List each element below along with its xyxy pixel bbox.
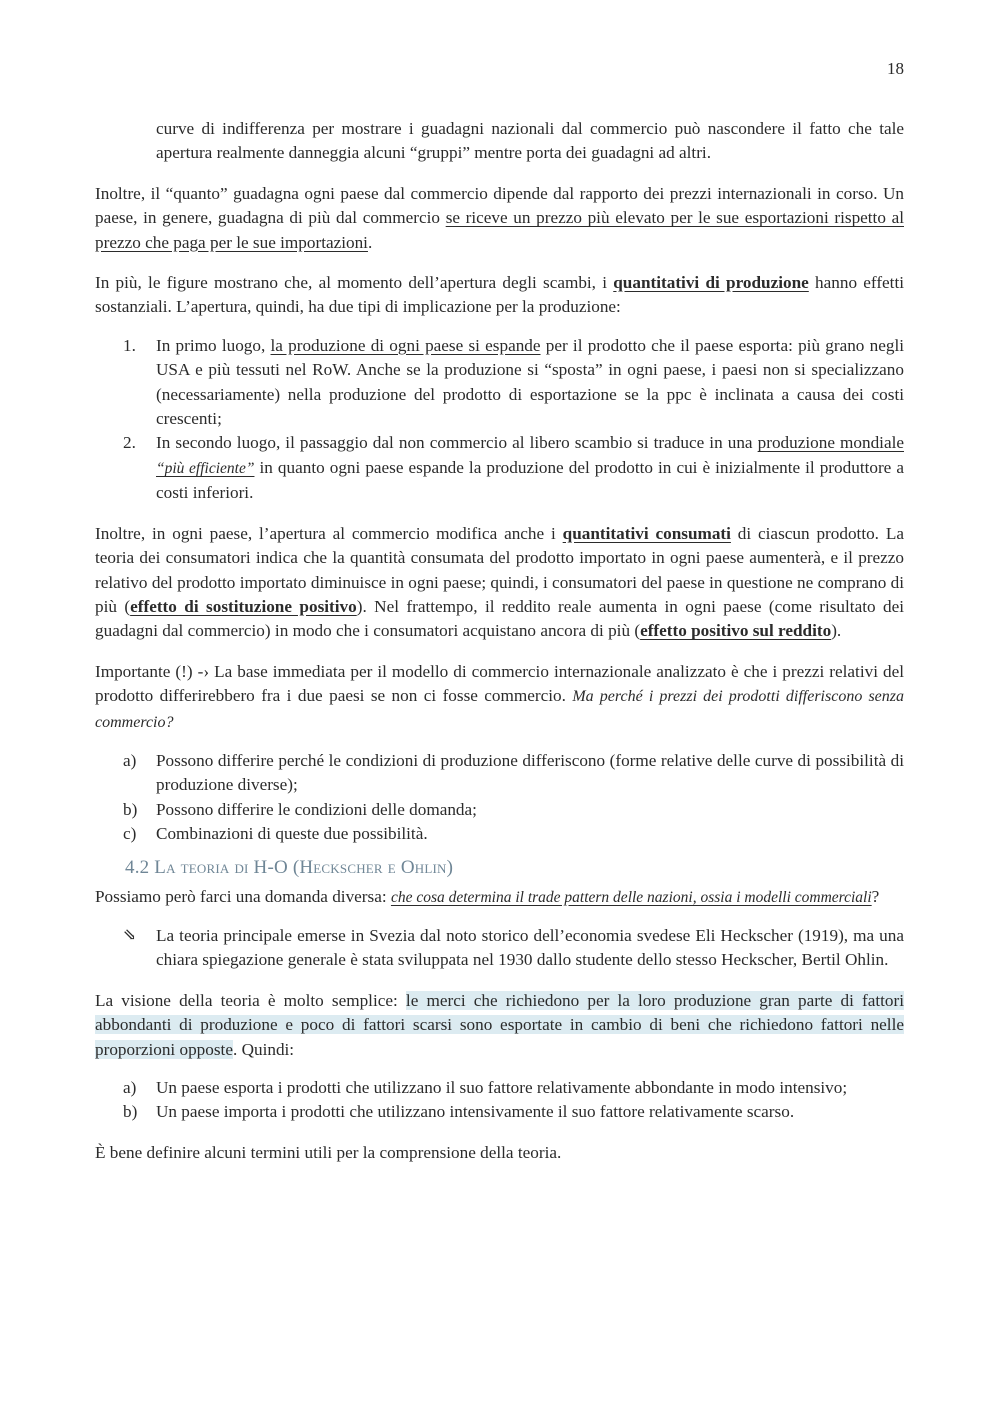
list-item-text: Combinazioni di queste due possibilità.	[156, 824, 428, 844]
question-paragraph	[95, 885, 904, 910]
bold-underlined-text: quantitativi consumati	[562, 523, 731, 543]
text-run: ?	[871, 886, 880, 906]
list-item	[95, 1100, 904, 1124]
underlined-text: la produzione di ogni paese si espande	[270, 335, 541, 355]
important-paragraph	[95, 660, 904, 735]
text-run: in quanto ogni paese espande la produzione del prodotto in cui è inizialmente il produttore a costi inferiori.	[156, 457, 904, 503]
bold-underlined-text: effetto positivo sul reddito	[640, 621, 832, 641]
arrow-bullet-icon: ⇘	[123, 926, 137, 944]
text-run: Inoltre, in ogni paese, l’apertura al commercio modifica anche i	[95, 523, 563, 543]
italic-underlined-text: che cosa determina il trade pattern delle nazioni, ossia i modelli commerciali	[390, 888, 872, 906]
page-number: 18	[887, 59, 904, 78]
text-run: di ciascun prodotto. La teoria dei consumatori indica che la quantità consumata del prodotto importato in ogni paese aumenterà, e il prezzo relativo del prodotto importato diminuisce in ogni paese; quindi, i consumatori del paese in questione ne comprano di più (	[95, 523, 904, 616]
text-run: hanno effetti sostanziali. L’apertura, quindi, ha due tipi di implicazione per la produzione:	[95, 273, 904, 317]
text-run: Inoltre, il “quanto” guadagna ogni paese dal commercio dipende dal rapporto dei prezzi internazionali in corso. Un paese, in genere, guadagna di più dal commercio	[95, 183, 904, 228]
list-marker: a)	[123, 1078, 137, 1097]
lettered-list	[95, 749, 904, 847]
list-item	[95, 822, 904, 846]
text-run: ). Nel frattempo, il reddito reale aumenta in ogni paese (come risultato dei guadagni dal commercio) in modo che i consumatori acquistano ancora di più (	[95, 596, 905, 641]
theory-paragraph	[95, 989, 904, 1062]
list-item-text: Un paese esporta i prodotti che utilizzano il suo fattore relativamente abbondante in modo intensivo;	[156, 1078, 848, 1097]
highlighted-text: le merci che richiedono per la loro produzione gran parte di fattori abbondanti di produzione e poco di fattori scarsi sono esportate in cambio di beni che richiedono fattori nelle proporzioni opposte	[95, 990, 904, 1059]
list-item	[95, 924, 904, 973]
list-item	[95, 334, 904, 432]
text-run: . Quindi:	[232, 1039, 295, 1059]
list-marker: 2.	[123, 433, 136, 453]
underlined-text: produzione mondiale	[757, 433, 904, 453]
italic-question: Ma perché i prezzi dei prodotti differiscono senza commercio?	[95, 688, 904, 731]
text-run: Possiamo però farci una domanda diversa:	[95, 886, 391, 906]
text-run: In più, le figure mostrano che, al momento dell’apertura degli scambi, i	[95, 273, 614, 293]
list-item	[95, 798, 904, 822]
list-item-text: La teoria principale emerse in Svezia dal noto storico dell’economia svedese Eli Heckscher (1919), ma una chiara spiegazione generale è stata sviluppata nel 1930 dallo studente dello stesso Heckscher, Bertil Ohlin.	[156, 925, 904, 970]
bold-underlined-text: quantitativi di produzione	[613, 273, 809, 293]
numbered-list	[95, 334, 904, 506]
document-body	[95, 117, 904, 1165]
gains-paragraph	[95, 182, 904, 255]
text-run: .	[367, 232, 373, 252]
section-heading: 4.2 La teoria di H-O (Heckscher e Ohlin)	[125, 856, 454, 878]
continued-paragraph	[156, 117, 904, 166]
paragraph-text: È bene definire alcuni termini utili per la comprensione della teoria.	[95, 1142, 562, 1162]
text-run: per il prodotto che il paese esporta: più grano negli USA e più tessuti nel RoW. Anche se la produzione si “sposta” in ogni paese, i paesi non si specializzano (necessariamente) nella produzione del prodotto di esportazione se la ppc è inclinata a causa dei costi crescenti;	[156, 335, 904, 429]
list-marker: c)	[123, 824, 137, 844]
paragraph-text: curve di indifferenza per mostrare i guadagni nazionali dal commercio può nascondere il fatto che tale apertura realmente danneggia alcuni “gruppi” mentre porta dei guadagni ad altri.	[156, 119, 904, 163]
list-marker: b)	[123, 1102, 138, 1122]
production-paragraph	[95, 271, 904, 320]
text-run: In secondo luogo, il passaggio dal non commercio al libero scambio si traduce in una	[156, 433, 758, 453]
bullet-list	[95, 924, 904, 973]
text-run: Importante (!) -› La base immediata per il modello di commercio internazionale analizzato è che i prezzi relativi del prodotto differirebbero fra i due paesi se non ci fosse commercio.	[95, 661, 904, 706]
list-marker: a)	[123, 750, 137, 770]
text-run: In primo luogo,	[156, 335, 271, 355]
text-run: La visione della teoria è molto semplice:	[95, 990, 406, 1010]
list-item	[95, 1076, 904, 1100]
text-run: ).	[831, 621, 842, 641]
list-item-text: Possono differire perché le condizioni di produzione differiscono (forme relative delle curve di possibilità di produzione diverse);	[156, 750, 904, 795]
list-item-text: Un paese importa i prodotti che utilizzano intensivamente il suo fattore relativamente scarso.	[156, 1102, 795, 1122]
closing-paragraph	[95, 1141, 904, 1165]
list-item	[95, 431, 904, 505]
list-item	[95, 749, 904, 798]
list-item-text: Possono differire le condizioni delle domanda;	[156, 799, 477, 819]
list-marker: 1.	[123, 335, 136, 355]
underlined-text: se riceve un prezzo più elevato per le sue esportazioni rispetto al prezzo che paga per le sue importazioni	[95, 208, 904, 252]
consumption-paragraph	[95, 522, 904, 644]
lettered-list	[95, 1076, 904, 1125]
list-marker: b)	[123, 799, 138, 819]
bold-underlined-text: effetto di sostituzione positivo	[130, 596, 357, 616]
italic-underlined-text: “più efficiente”	[156, 459, 255, 477]
